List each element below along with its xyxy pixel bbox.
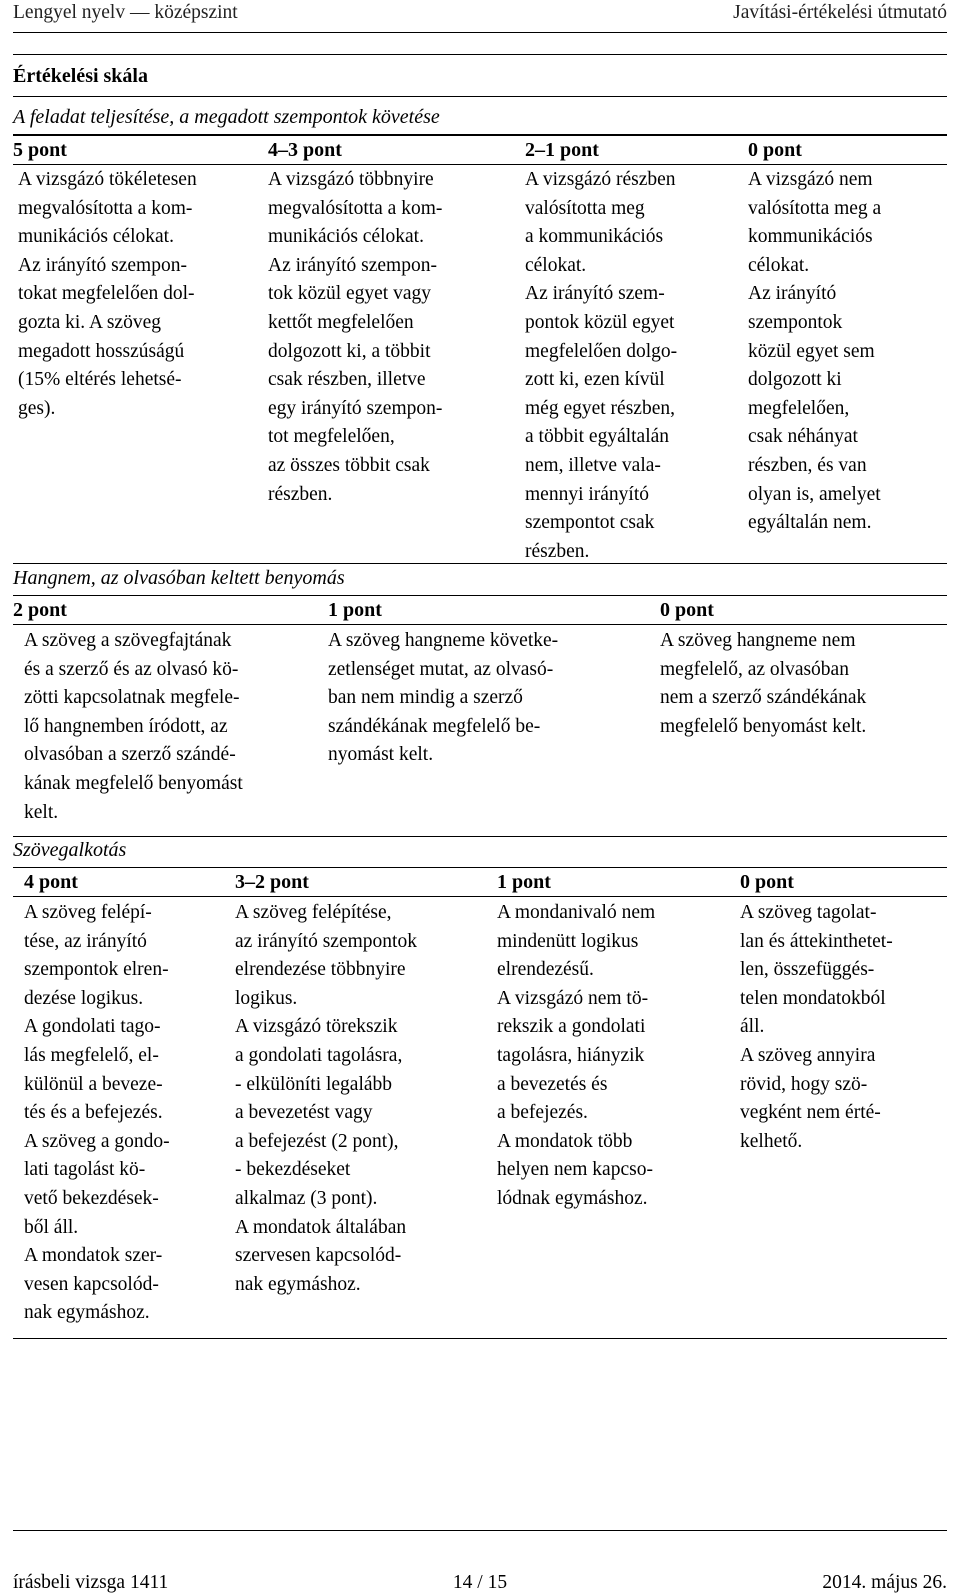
section2-title-rule xyxy=(13,595,947,596)
cell-line: megfelelően, xyxy=(748,397,850,419)
cell-line: közül egyet sem xyxy=(748,340,875,362)
scale-title-rule xyxy=(13,96,947,97)
cell-line: A szöveg felépí- xyxy=(24,902,152,923)
scale-top-rule xyxy=(13,54,947,55)
cell-line: nak egymáshoz. xyxy=(24,1302,150,1324)
cell-line: lás megfelelő, el- xyxy=(24,1044,159,1066)
section2-bottom-rule xyxy=(13,836,947,837)
cell-line: nem a szerző szándékának xyxy=(660,687,867,709)
section1-cell-5 xyxy=(18,166,197,423)
cell-line: A vizsgázó többnyire xyxy=(268,169,434,190)
cell-line: zott ki, ezen kívül xyxy=(525,369,665,391)
cell-line: megfelelően dolgo- xyxy=(525,340,678,362)
cell-line: a gondolati tagolásra, xyxy=(235,1044,403,1066)
cell-line: A vizsgázó nem tö- xyxy=(497,987,649,1009)
footer-date: 2014. május 26. xyxy=(822,1572,947,1593)
cell-line: a bevezetés és xyxy=(497,1073,608,1095)
cell-line: logikus. xyxy=(235,987,298,1009)
cell-line: a befejezés. xyxy=(497,1102,588,1124)
cell-line: célokat. xyxy=(748,254,810,276)
cell-line: megfelelő benyomást kelt. xyxy=(660,715,867,737)
cell-line: és a szerző és az olvasó kö- xyxy=(24,658,239,680)
section2-header-0: 0 pont xyxy=(660,599,714,621)
cell-line: vesen kapcsolód- xyxy=(24,1273,159,1295)
cell-line: részben. xyxy=(268,483,333,505)
section3-header-4: 4 pont xyxy=(24,871,78,893)
cell-line: A szöveg tagolat- xyxy=(740,902,877,923)
cell-line: célokat. xyxy=(525,254,587,276)
section3-title-rule xyxy=(13,867,947,868)
cell-line: tot megfelelően, xyxy=(268,426,395,448)
cell-line: A gondolati tago- xyxy=(24,1016,161,1038)
section1-cell-0 xyxy=(748,166,881,538)
cell-line: munikációs célokat. xyxy=(18,226,174,248)
cell-line: olyan is, amelyet xyxy=(748,483,881,505)
cell-line: rekszik a gondolati xyxy=(497,1016,646,1038)
cell-line: A vizsgázó törekszik xyxy=(235,1016,398,1038)
cell-line: lódnak egymáshoz. xyxy=(497,1187,648,1209)
section3-header-3-2: 3–2 pont xyxy=(235,871,309,893)
cell-line: különül a beveze- xyxy=(24,1073,163,1095)
cell-line: dolgozott ki, a többit xyxy=(268,340,431,362)
cell-line: tése, az irányító xyxy=(24,930,147,952)
footer-rule xyxy=(13,1530,947,1531)
cell-line: szervesen kapcsolód- xyxy=(235,1245,402,1267)
cell-line: A mondatok több xyxy=(497,1130,633,1152)
section1-title: A feladat teljesítése, a megadott szempontok követése xyxy=(13,106,440,128)
section2-cell-0 xyxy=(660,627,866,741)
section2-title: Hangnem, az olvasóban keltett benyomás xyxy=(13,567,345,589)
cell-line: len, összefüggés- xyxy=(740,959,875,981)
header-doc-type: Javítási-értékelési útmutató xyxy=(733,2,947,23)
section1-header-4-3: 4–3 pont xyxy=(268,139,342,161)
cell-line: pontok közül egyet xyxy=(525,311,675,333)
section2-header-rule xyxy=(13,624,947,625)
cell-line: a bevezetést vagy xyxy=(235,1102,373,1124)
section3-header-1: 1 pont xyxy=(497,871,551,893)
cell-line: Az irányító xyxy=(748,283,837,305)
cell-line: kelt. xyxy=(24,801,59,823)
footer-page-number: 14 / 15 xyxy=(452,1572,508,1593)
cell-line: tagolásra, hiányzik xyxy=(497,1044,645,1066)
cell-line: A vizsgázó tökéletesen xyxy=(18,169,197,190)
cell-line: A szöveg annyira xyxy=(740,1044,876,1066)
section2-header-2: 2 pont xyxy=(13,599,67,621)
cell-line: lan és áttekinthetet- xyxy=(740,930,893,952)
cell-line: a többit egyáltalán xyxy=(525,426,670,448)
cell-line: A vizsgázó részben xyxy=(525,169,676,190)
section3-cell-0 xyxy=(740,899,893,1156)
section3-header-rule xyxy=(13,896,947,897)
cell-line: kettőt megfelelően xyxy=(268,311,414,333)
cell-line: valósította meg xyxy=(525,197,645,219)
cell-line: (15% eltérés lehetsé- xyxy=(18,369,182,391)
cell-line: telen mondatokból xyxy=(740,987,886,1009)
cell-line: zetlenséget mutat, az olvasó- xyxy=(328,658,554,680)
cell-line: vegként nem érté- xyxy=(740,1102,881,1124)
cell-line: A szöveg hangneme nem xyxy=(660,630,856,651)
section2-header-1: 1 pont xyxy=(328,599,382,621)
cell-line: mennyi irányító xyxy=(525,483,650,505)
cell-line: áll. xyxy=(740,1016,765,1038)
section2-cell-1 xyxy=(328,627,558,770)
cell-line: A szöveg hangneme követke- xyxy=(328,630,559,651)
cell-line: valósította meg a xyxy=(748,197,882,219)
section3-cell-4 xyxy=(24,899,170,1328)
section2-cell-2 xyxy=(24,627,243,827)
cell-line: csak néhányat xyxy=(748,426,858,448)
cell-line: megvalósította a kom- xyxy=(268,197,443,219)
cell-line: tok közül egyet vagy xyxy=(268,283,431,305)
cell-line: Az irányító szem- xyxy=(525,283,665,305)
cell-line: dolgozott ki xyxy=(748,369,842,391)
cell-line: szempontot csak xyxy=(525,512,655,534)
cell-line: az összes többit csak xyxy=(268,454,430,476)
cell-line: szempontok xyxy=(748,311,843,333)
cell-line: nyomást kelt. xyxy=(328,744,434,766)
cell-line: nem, illetve vala- xyxy=(525,454,661,476)
cell-line: megadott hosszúságú xyxy=(18,340,185,362)
footer-exam-id: írásbeli vizsga 1411 xyxy=(13,1572,169,1593)
cell-line: kelhető. xyxy=(740,1130,803,1152)
cell-line: A szöveg felépítése, xyxy=(235,902,392,923)
cell-line: megvalósította a kom- xyxy=(18,197,193,219)
cell-line: vető bekezdések- xyxy=(24,1187,159,1209)
section1-cell-4-3 xyxy=(268,166,442,509)
section1-cell-2-1 xyxy=(525,166,677,566)
cell-line: A szöveg a gondo- xyxy=(24,1130,170,1152)
cell-line: kának megfelelő benyomást xyxy=(24,772,243,794)
cell-line: elrendezésű. xyxy=(497,959,594,981)
section3-title: Szövegalkotás xyxy=(13,839,127,861)
cell-line: olvasóban a szerző szándé- xyxy=(24,744,236,766)
section3-cell-1 xyxy=(497,899,655,1214)
cell-line: A szöveg a szövegfajtának xyxy=(24,630,232,651)
cell-line: dezése logikus. xyxy=(24,987,144,1009)
cell-line: mindenütt logikus xyxy=(497,930,639,952)
section1-header-rule xyxy=(13,164,947,165)
section1-title-rule xyxy=(13,134,947,136)
cell-line: szándékának megfelelő be- xyxy=(328,715,541,737)
cell-line: lő hangnemben íródott, az xyxy=(24,715,228,737)
cell-line: gozta ki. A szöveg xyxy=(18,311,161,333)
cell-line: egy irányító szempon- xyxy=(268,397,443,419)
cell-line: tokat megfelelően dol- xyxy=(18,283,195,305)
section3-cell-3-2 xyxy=(235,899,417,1299)
section1-bottom-rule xyxy=(13,563,947,564)
section1-header-0: 0 pont xyxy=(748,139,802,161)
cell-line: - elkülöníti legalább xyxy=(235,1073,393,1095)
section3-header-0: 0 pont xyxy=(740,871,794,893)
cell-line: a kommunikációs xyxy=(525,226,664,248)
cell-line: A vizsgázó nem xyxy=(748,169,873,190)
section3-bottom-rule xyxy=(13,1338,947,1339)
cell-line: még egyet részben, xyxy=(525,397,675,419)
cell-line: Az irányító szempon- xyxy=(18,254,187,276)
cell-line: részben. xyxy=(525,540,590,562)
page-header xyxy=(13,0,947,28)
cell-line: zötti kapcsolatnak megfele- xyxy=(24,687,240,709)
cell-line: ges). xyxy=(18,397,56,419)
cell-line: részben, és van xyxy=(748,454,867,476)
cell-line: A mondatok általában xyxy=(235,1216,407,1238)
cell-line: A mondatok szer- xyxy=(24,1245,163,1267)
scale-title: Értékelési skála xyxy=(13,65,148,87)
cell-line: szempontok elren- xyxy=(24,959,169,981)
header-subject: Lengyel nyelv — középszint xyxy=(13,2,238,23)
cell-line: - bekezdéseket xyxy=(235,1159,351,1181)
cell-line: rövid, hogy szö- xyxy=(740,1073,868,1095)
section1-header-2-1: 2–1 pont xyxy=(525,139,599,161)
cell-line: elrendezése többnyire xyxy=(235,959,406,981)
cell-line: alkalmaz (3 pont). xyxy=(235,1187,378,1209)
cell-line: a befejezést (2 pont), xyxy=(235,1130,399,1152)
cell-line: megfelelő, az olvasóban xyxy=(660,658,849,680)
cell-line: Az irányító szempon- xyxy=(268,254,437,276)
cell-line: tés és a befejezés. xyxy=(24,1102,163,1124)
header-rule xyxy=(13,32,947,33)
cell-line: ből áll. xyxy=(24,1216,79,1238)
section1-header-5: 5 pont xyxy=(13,139,67,161)
cell-line: az irányító szempontok xyxy=(235,930,417,952)
cell-line: munikációs célokat. xyxy=(268,226,424,248)
cell-line: egyáltalán nem. xyxy=(748,512,872,534)
cell-line: csak részben, illetve xyxy=(268,369,426,391)
cell-line: A mondanivaló nem xyxy=(497,902,656,923)
cell-line: ban nem mindig a szerző xyxy=(328,687,523,709)
cell-line: nak egymáshoz. xyxy=(235,1273,361,1295)
cell-line: helyen nem kapcso- xyxy=(497,1159,653,1181)
cell-line: kommunikációs xyxy=(748,226,873,248)
cell-line: lati tagolást kö- xyxy=(24,1159,146,1181)
